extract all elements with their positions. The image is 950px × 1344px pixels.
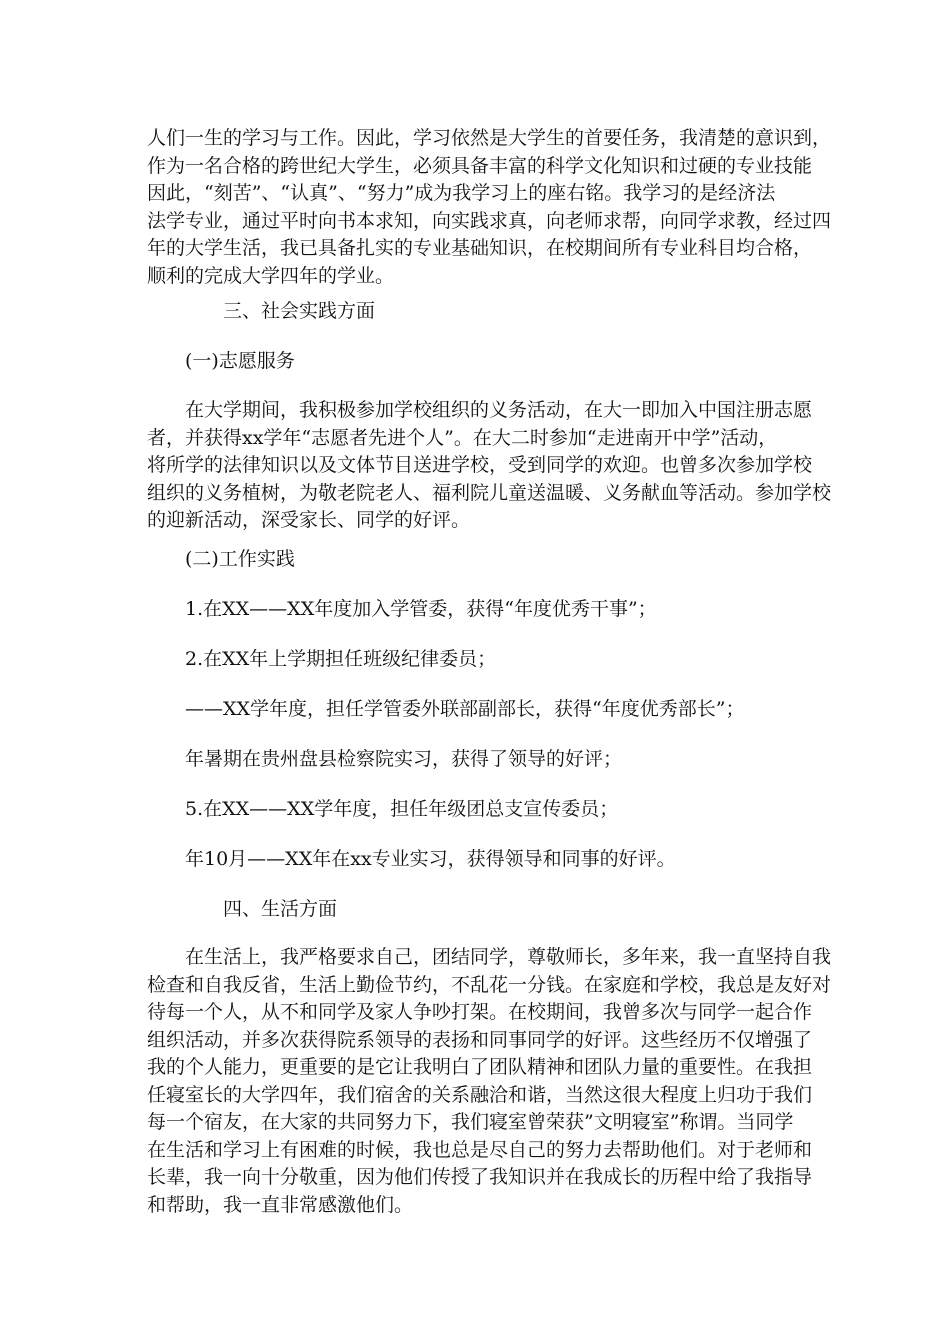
text-line: 将所学的法律知识以及文体节目送进学校，受到同学的欢迎。也曾多次参加学校 (147, 454, 813, 476)
text-line: 在大学期间，我积极参加学校组织的义务活动，在大一即加入中国注册志愿 (185, 399, 813, 421)
text-line: 待每一个人，从不和同学及家人争吵打架。在校期间，我曾多次与同学一起合作 (147, 1001, 813, 1023)
text-line: 人们一生的学习与工作。因此，学习依然是大学生的首要任务，我清楚的意识到， (147, 127, 832, 149)
text-line: 组织的义务植树，为敬老院老人、福利院儿童送温暖、义务献血等活动。参加学校 (147, 481, 832, 504)
text-line: 每一个宿友，在大家的共同努力下，我们寝室曾荣获”文明寝室”称谓。当同学 (147, 1111, 794, 1133)
text-line: 的迎新活动，深受家长、同学的好评。 (147, 509, 471, 531)
list-item: 年10月——XX年在xx专业实习，获得领导和同事的好评。 (185, 848, 676, 870)
list-item: 5.在XX——XX学年度，担任年级团总支宣传委员； (185, 798, 619, 820)
list-item: 2.在XX年上学期担任班级纪律委员； (185, 648, 497, 670)
text-line: 在生活上，我严格要求自己，团结同学，尊敬师长，多年来，我一直坚持自我 (185, 946, 832, 968)
text-line: 我的个人能力，更重要的是它让我明白了团队精神和团队力量的重要性。在我担 (147, 1056, 813, 1078)
paragraph-study (147, 125, 832, 290)
text-line: 者，并获得xx学年“志愿者先进个人”。在大二时参加“走进南开中学”活动， (147, 426, 778, 449)
text-line: 和帮助，我一直非常感激他们。 (147, 1193, 414, 1216)
list-item: 1.在XX——XX年度加入学管委，获得“年度优秀干事”； (185, 598, 657, 620)
subheading-work-practice: (二)工作实践 (185, 548, 295, 570)
text-line: 组织活动，并多次获得院系领导的表扬和同事同学的好评。这些经历不仅增强了 (147, 1028, 813, 1051)
text-line: 因此，“刻苦”、“认真”、“努力”成为我学习上的座右铭。我学习的是经济法 (147, 182, 776, 204)
text-line: 顺利的完成大学四年的学业。 (147, 264, 395, 287)
text-line: 在生活和学习上有困难的时候，我也总是尽自己的努力去帮助他们。对于老师和 (147, 1138, 813, 1161)
paragraph-life (147, 944, 832, 1219)
text-line: 任寝室长的大学四年，我们宿舍的关系融洽和谐，当然这很大程度上归功于我们 (147, 1083, 813, 1106)
section-heading-social-practice: 三、社会实践方面 (223, 300, 376, 322)
text-line: 作为一名合格的跨世纪大学生，必须具备丰富的科学文化知识和过硬的专业技能 (147, 154, 813, 177)
text-line: 年的大学生活，我已具备扎实的专业基础知识，在校期间所有专业科目均合格， (147, 237, 813, 259)
text-line: 法学专业，通过平时向书本求知，向实践求真，向老师求帮，向同学求教，经过四 (147, 209, 832, 232)
text-line: 检查和自我反省，生活上勤俭节约，不乱花一分钱。在家庭和学校，我总是友好对 (147, 973, 832, 996)
list-item: 年暑期在贵州盘县检察院实习，获得了领导的好评； (185, 748, 623, 770)
list-item: ——XX学年度，担任学管委外联部副部长，获得“年度优秀部长”； (185, 698, 745, 720)
text-line: 长辈，我一向十分敬重，因为他们传授了我知识并在我成长的历程中给了我指导 (147, 1166, 813, 1188)
paragraph-volunteer (147, 397, 832, 535)
section-heading-life: 四、生活方面 (223, 898, 338, 920)
subheading-volunteer: (一)志愿服务 (185, 350, 295, 372)
